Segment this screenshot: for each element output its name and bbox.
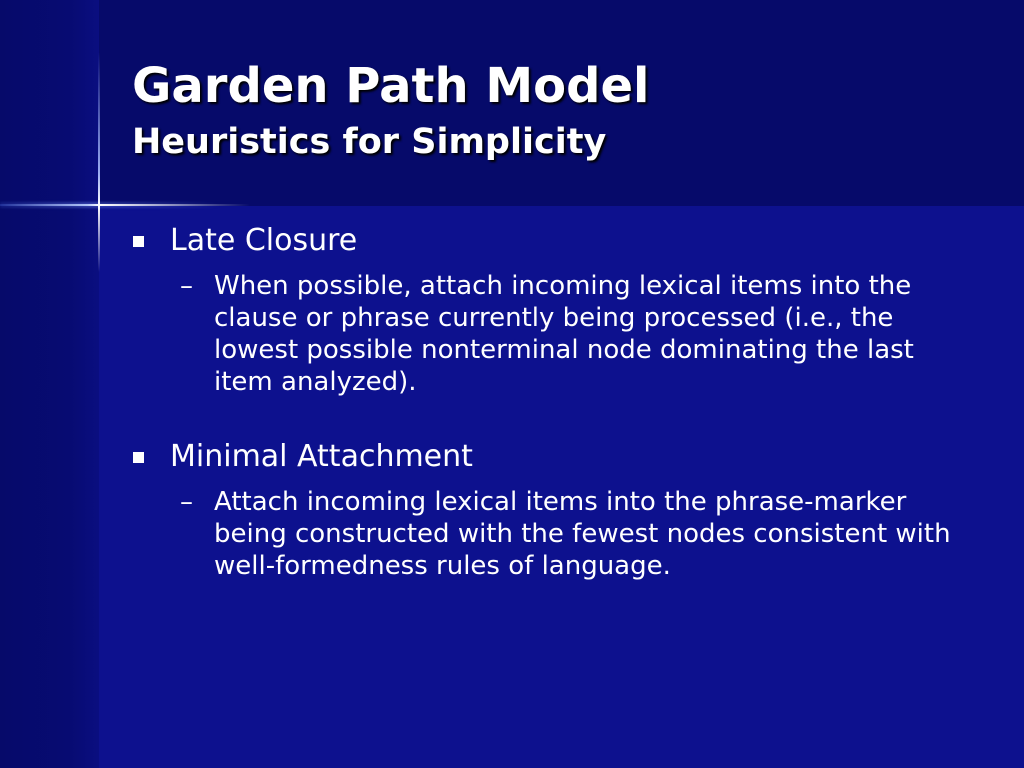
slide-subtitle: Heuristics for Simplicity — [132, 122, 607, 162]
left-band — [0, 0, 99, 768]
slide-content — [131, 222, 991, 582]
sub-bullet — [180, 270, 991, 398]
title-block — [132, 58, 649, 164]
sub-bullet-text: Attach incoming lexical items into the phrase-marker being constructed with the fewest nodes consistent with well-formedness rules of language. — [214, 487, 951, 581]
bullet-head — [131, 438, 991, 476]
bullet-minimal-attachment — [131, 438, 991, 582]
bullet-head — [131, 222, 991, 260]
bullet-square-icon — [133, 452, 144, 463]
bullet-label: Minimal Attachment — [170, 439, 473, 474]
bullet-label: Late Closure — [170, 223, 358, 258]
bullet-square-icon — [133, 236, 144, 247]
sub-bullet — [180, 486, 991, 582]
dash-marker: – — [180, 487, 193, 517]
dash-marker: – — [180, 271, 193, 301]
slide-title: Garden Path Model — [132, 58, 650, 114]
sub-bullet-text: When possible, attach incoming lexical items into the clause or phrase currently being processed (i.e., the lowest possible nonterminal node dominating the last item analyzed). — [214, 271, 914, 397]
bullet-late-closure — [131, 222, 991, 398]
decorative-vertical-line — [98, 52, 100, 272]
decorative-horizontal-line — [0, 204, 250, 206]
